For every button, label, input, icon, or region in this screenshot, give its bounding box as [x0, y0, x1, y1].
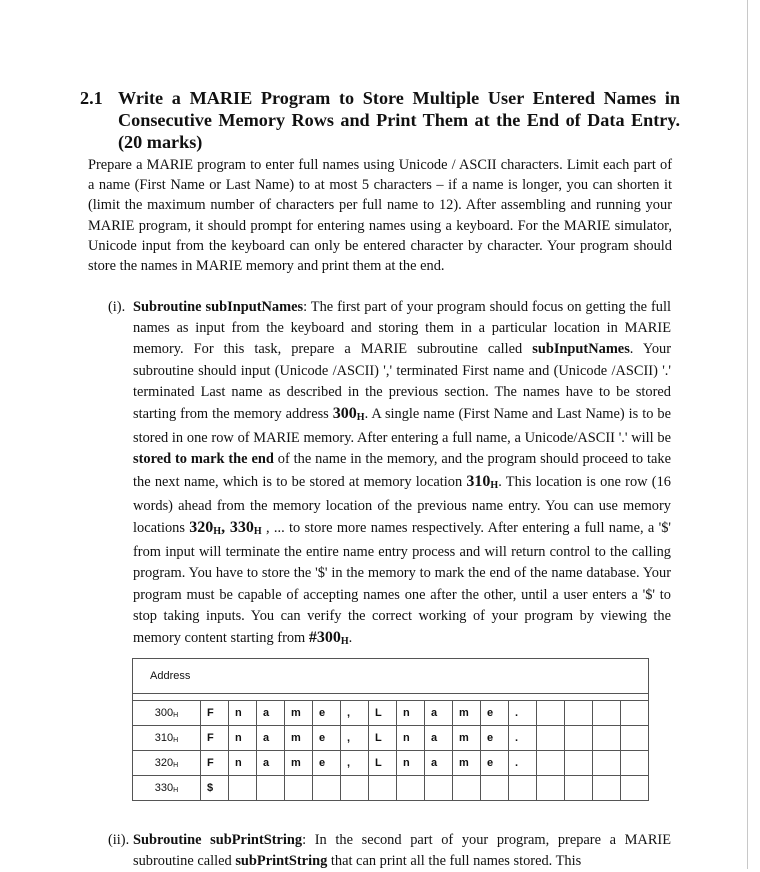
memory-cell: a	[257, 701, 285, 726]
address-cell: $310_H$	[133, 726, 201, 751]
memory-cell	[369, 776, 397, 801]
memory-cell: n	[397, 701, 425, 726]
section-number: 2.1	[80, 88, 103, 108]
memory-cell: e	[481, 701, 509, 726]
memory-cell: m	[285, 751, 313, 776]
address-cell: $300_H$	[133, 701, 201, 726]
memory-cell: a	[425, 726, 453, 751]
memory-cell	[621, 751, 649, 776]
memory-cell: F	[201, 751, 229, 776]
memory-cell	[397, 776, 425, 801]
address-310: $310_H$	[466, 472, 499, 491]
address-cell: $330_H$	[133, 776, 201, 801]
memory-cell	[565, 776, 593, 801]
memory-cell: n	[229, 751, 257, 776]
memory-cell: a	[425, 701, 453, 726]
memory-cell	[565, 726, 593, 751]
part-2-paragraph: (ii). Subroutine subPrintString: In the second part of your program, prepare a MARIE subroutine called subPrintString that can print all the full names stored. This	[108, 832, 672, 870]
memory-cell	[453, 776, 481, 801]
memory-cell: L	[369, 751, 397, 776]
memory-cell	[537, 751, 565, 776]
address-header: Address	[133, 659, 649, 694]
memory-cell: F	[201, 701, 229, 726]
address-hash-300: $\#300_H$	[308, 629, 349, 648]
table-row	[133, 751, 649, 776]
subroutine-name: subInputNames	[532, 341, 630, 358]
memory-cell: m	[453, 751, 481, 776]
part-2-label: (ii).	[108, 832, 130, 848]
memory-cell: L	[369, 726, 397, 751]
memory-cell	[621, 701, 649, 726]
memory-cell: ,	[341, 751, 369, 776]
memory-cell	[537, 776, 565, 801]
memory-cell	[481, 776, 509, 801]
table-header-row	[133, 659, 649, 694]
memory-cell	[621, 726, 649, 751]
memory-cell: m	[285, 701, 313, 726]
memory-cell: a	[257, 726, 285, 751]
memory-cell: e	[481, 751, 509, 776]
memory-cell: n	[397, 751, 425, 776]
memory-cell: $	[201, 776, 229, 801]
memory-cell	[593, 751, 621, 776]
address-320: $320_H$, $330_H$	[189, 519, 262, 538]
part-2-heading: Subroutine subPrintString	[133, 832, 303, 848]
subroutine-name: subPrintString	[235, 853, 328, 870]
memory-cell	[425, 776, 453, 801]
memory-cell	[229, 776, 257, 801]
memory-cell: e	[313, 701, 341, 726]
table-row	[133, 701, 649, 726]
address-cell: $320_H$	[133, 751, 201, 776]
memory-cell	[593, 701, 621, 726]
memory-cell: .	[509, 751, 537, 776]
memory-cell: L	[369, 701, 397, 726]
memory-cell: n	[229, 726, 257, 751]
memory-cell	[537, 701, 565, 726]
part-1-paragraph: (i). Subroutine subInputNames: The first part of your program should focus on getting the full names as input from the keyboard and storing them in a particular location in MARIE memory. For this task, prepare a MARIE subroutine called subInputNames. Your subroutine should input (Unicode /ASCII) ',' terminated First name and (Unicode /ASCII) '.' terminated Last name as described in the previous section. The names have to be stored starting from the memory address $300_H$. A single name (First Name and Last Name) is to be stored in one row of MARIE memory. After entering a full name, a Unicode/ASCII '.' will be stored to mark the end of the name in the memory, and the program should proceed to take the next name, which is to be stored at memory location $310_H$. This location is one row (16 words) ahead from the memory location of the previous name entry. You can use memory locations $320_H$, $330_H$ , ... to store more names respectively. After entering a full name, a '$' from input will terminate the entire name entry process and will return control to the calling program. You have to store the '$' in the memory to mark the end of the name database. Your program must be capable of accepting names one after the other, until a user enters a '$' to stop taking inputs. You can verify the correct working of your program by viewing the memory content starting from $\#300_H$.	[108, 299, 672, 648]
memory-cell: e	[313, 751, 341, 776]
memory-cell: a	[257, 751, 285, 776]
memory-cell	[509, 776, 537, 801]
table-row	[133, 776, 649, 801]
memory-table	[132, 658, 649, 801]
memory-cell: .	[509, 701, 537, 726]
address-300: $300_H$	[332, 405, 365, 424]
memory-cell: e	[313, 726, 341, 751]
memory-cell	[621, 776, 649, 801]
memory-cell: n	[229, 701, 257, 726]
memory-cell: .	[509, 726, 537, 751]
memory-cell: ,	[341, 726, 369, 751]
memory-cell	[565, 751, 593, 776]
memory-cell	[593, 776, 621, 801]
memory-cell	[537, 726, 565, 751]
memory-cell: m	[453, 701, 481, 726]
memory-cell: m	[285, 726, 313, 751]
memory-cell: ,	[341, 701, 369, 726]
table-row	[133, 726, 649, 751]
memory-cell: m	[453, 726, 481, 751]
part-1-label: (i).	[108, 299, 126, 315]
section-title: Write a MARIE Program to Store Multiple User Entered Names in Consecutive Memory Rows and Print Them at the End of Data Entry. (20 marks)	[118, 88, 680, 152]
memory-cell: a	[425, 751, 453, 776]
memory-cell	[565, 701, 593, 726]
intro-paragraph: Prepare a MARIE program to enter full names using Unicode / ASCII characters. Limit each part of a name (First Name or Last Name) to at most 5 characters – if a name is longer, you can shorten it (limit the maximum number of characters per full name to 12). After assembling and running your MARIE program, it should prompt for entering names using a keyboard. For the MARIE simulator, Unicode input from the keyboard can only be entered character by character. Your program should store the names in MARIE memory and print them at the end.	[88, 157, 672, 275]
memory-cell: e	[481, 726, 509, 751]
memory-cell: F	[201, 726, 229, 751]
part-1-heading: Subroutine subInputNames	[133, 299, 304, 315]
memory-cell	[593, 726, 621, 751]
section-heading	[80, 87, 680, 153]
memory-cell: n	[397, 726, 425, 751]
memory-cell	[341, 776, 369, 801]
memory-cell	[257, 776, 285, 801]
memory-cell	[313, 776, 341, 801]
memory-cell	[285, 776, 313, 801]
